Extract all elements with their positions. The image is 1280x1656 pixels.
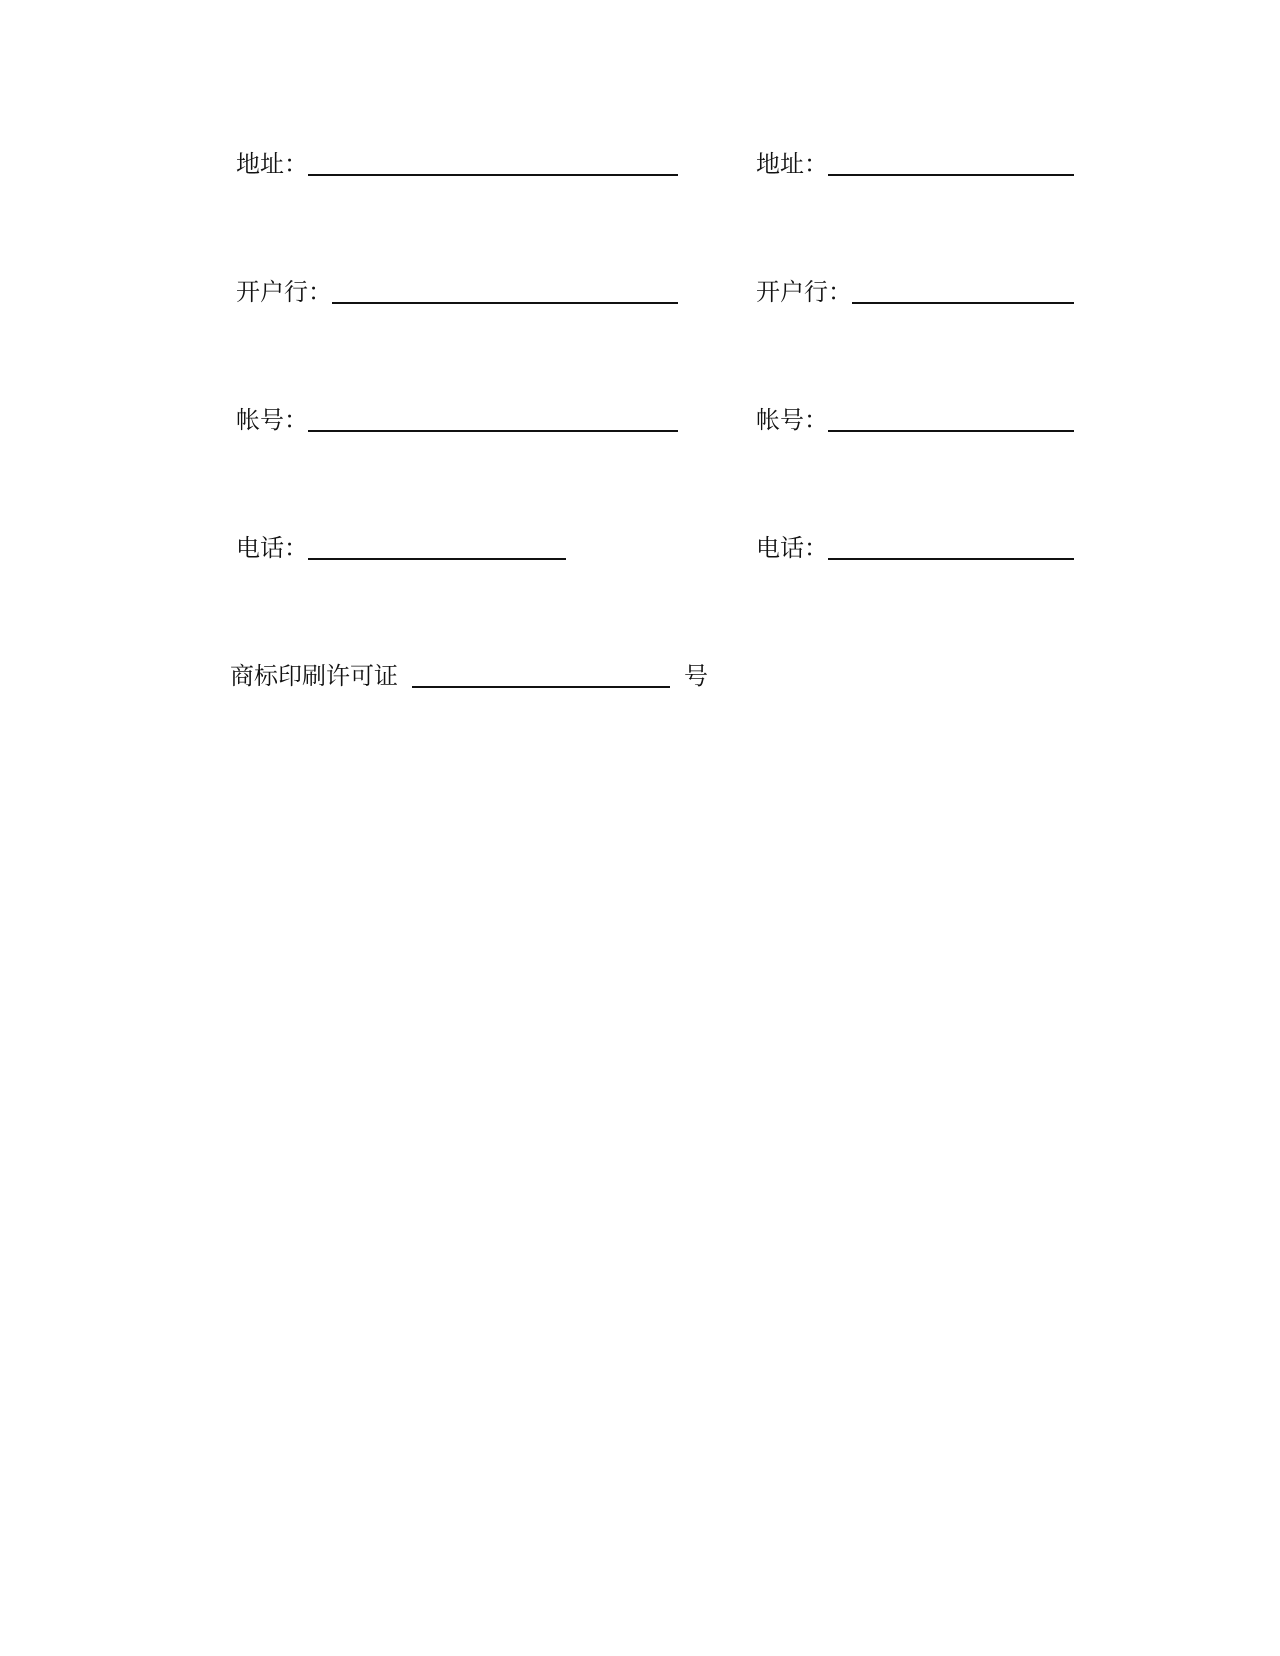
left-account-label: 帐号： bbox=[236, 406, 308, 434]
left-address-field[interactable] bbox=[236, 150, 678, 180]
right-phone-label: 电话： bbox=[756, 534, 828, 562]
right-account-label: 帐号： bbox=[756, 406, 828, 434]
license-field[interactable] bbox=[230, 662, 708, 692]
left-bank-field[interactable] bbox=[236, 278, 678, 308]
right-phone-field[interactable] bbox=[756, 534, 1074, 564]
left-account-blank[interactable] bbox=[308, 430, 678, 432]
right-phone-blank[interactable] bbox=[828, 558, 1074, 560]
left-bank-blank[interactable] bbox=[332, 302, 678, 304]
license-suffix: 号 bbox=[684, 662, 708, 690]
right-bank-label: 开户行： bbox=[756, 278, 852, 306]
left-bank-label: 开户行： bbox=[236, 278, 332, 306]
right-bank-field[interactable] bbox=[756, 278, 1074, 308]
right-address-label: 地址： bbox=[756, 150, 828, 178]
license-label: 商标印刷许可证 bbox=[230, 662, 398, 690]
left-account-field[interactable] bbox=[236, 406, 678, 436]
right-address-field[interactable] bbox=[756, 150, 1074, 180]
right-account-blank[interactable] bbox=[828, 430, 1074, 432]
right-bank-blank[interactable] bbox=[852, 302, 1074, 304]
right-address-blank[interactable] bbox=[828, 174, 1074, 176]
left-address-label: 地址： bbox=[236, 150, 308, 178]
left-phone-field[interactable] bbox=[236, 534, 566, 564]
left-phone-blank[interactable] bbox=[308, 558, 566, 560]
left-phone-label: 电话： bbox=[236, 534, 308, 562]
left-address-blank[interactable] bbox=[308, 174, 678, 176]
license-blank[interactable] bbox=[412, 686, 670, 688]
right-account-field[interactable] bbox=[756, 406, 1074, 436]
